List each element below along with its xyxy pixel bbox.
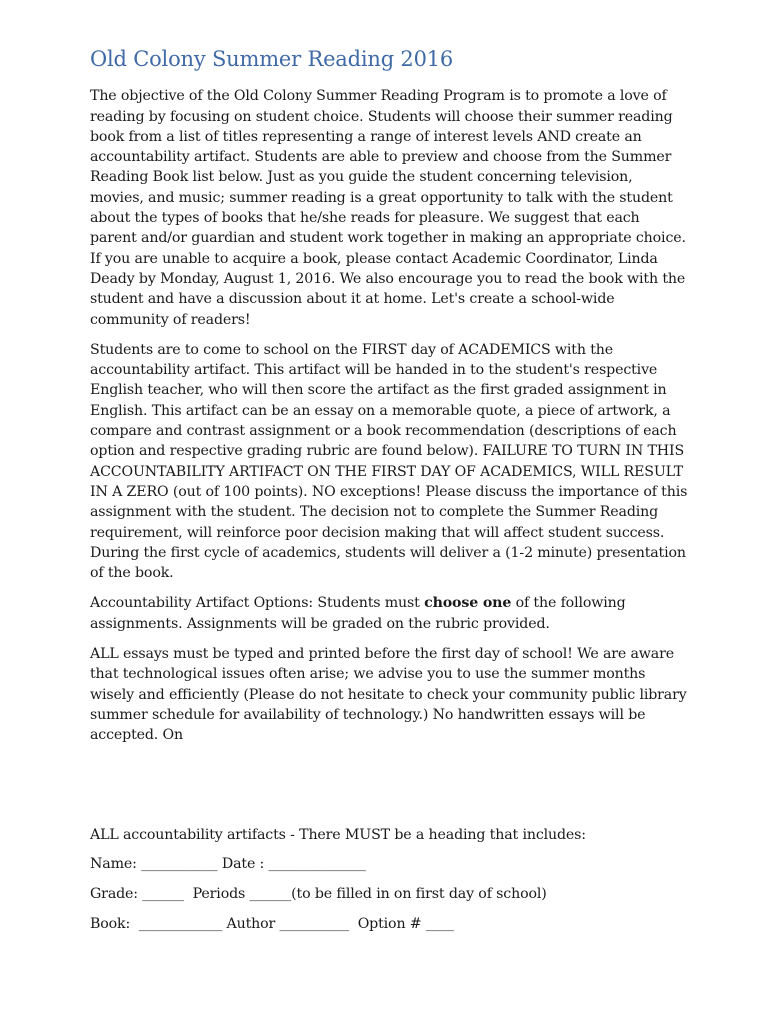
artifact-options-text-start: Accountability Artifact Options: Students must — [90, 595, 425, 612]
essay-requirements-paragraph: ALL essays must be typed and printed before the first day of school! We are aware that technological issues often arise; we advise you to use the summer months wisely and efficiently (Please do not hesitate to check your community public library summer schedule for availability of technology.) No handwritten essays will be accepted. On — [90, 646, 687, 744]
requirements-paragraph: Students are to come to school on the FIRST day of ACADEMICS with the accountability artifact. This artifact will be handed in to the student's respective English teacher, who will then score the artifact as the first graded assignment in English. This artifact can be an essay on a memorable quote, a piece of artwork, a compare and contrast assignment or a book recommendation (descriptions of each option and respective grading rubric are found below). FAILURE TO TURN IN THIS ACCOUNTABILITY ARTIFACT ON THE FIRST DAY OF ACADEMICS, WILL RESULT IN A ZERO (out of 100 points). NO exceptions! Please discuss the importance of this assignment with the student. The decision not to complete the Summer Reading requirement, will reinforce poor decision making that will affect student success. During the first cycle of academics, students will deliver a (1-2 minute) presentation of the book. — [90, 341, 688, 582]
name-date-line: Name: ___________ Date : ______________ — [90, 856, 366, 873]
artifact-options-paragraph — [90, 593, 690, 634]
blank-gap — [90, 756, 690, 825]
document-page — [90, 46, 690, 944]
grade-periods-line: Grade: ______ Periods ______(to be filled in on first day of school) — [90, 886, 547, 903]
page-title: Old Colony Summer Reading 2016 — [90, 47, 454, 71]
book-author-option-line: Book: ____________ Author __________ Option # ____ — [90, 915, 454, 932]
heading-instructions: ALL accountability artifacts - There MUST be a heading that includes: — [90, 826, 586, 843]
intro-paragraph: The objective of the Old Colony Summer Reading Program is to promote a love of reading by focusing on student choice. Students will choose their summer reading book from a list of titles representing a range of interest levels AND create an accountability artifact. Students are able to preview and choose from the Summer Reading Book list below. Just as you guide the student concerning television, movies, and music; summer reading is a great opportunity to talk with the student about the types of books that he/she reads for pleasure. We suggest that each parent and/or guardian and student work together in making an appropriate choice. If you are unable to acquire a book, please contact Academic Coordinator, Linda Deady by Monday, August 1, 2016. We also encourage you to read the book with the student and have a discussion about it at home. Let's create a school-wide community of readers! — [90, 88, 686, 328]
artifact-options-text-end: of the following assignments. Assignments will be graded on the rubric provided. — [90, 595, 626, 632]
artifact-options-emphasis: choose one — [424, 595, 512, 612]
